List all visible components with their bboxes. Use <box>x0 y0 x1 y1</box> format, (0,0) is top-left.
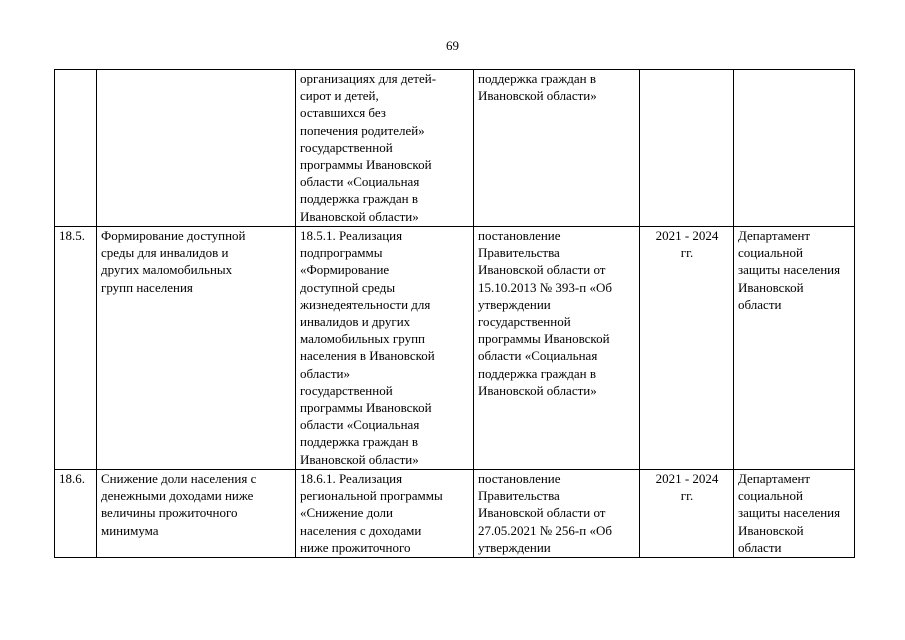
period-cell <box>640 70 734 227</box>
page-number: 69 <box>446 38 459 53</box>
table-row <box>55 227 855 470</box>
table-row <box>55 70 855 227</box>
task-cell: Формирование доступной среды для инвалидов и других маломобильных групп населения <box>97 227 296 470</box>
executor-cell: Департамент социальной защиты населения Ивановской области <box>734 470 855 558</box>
measure-cell: 18.5.1. Реализация подпрограммы «Формирование доступной среды жизнедеятельности для инвалидов и других маломобильных групп населения в Ивановской области» государственной программы Ивановской области «Социальная поддержка граждан в Ивановской области» <box>296 227 474 470</box>
measure-cell: организациях для детей- сирот и детей, оставшихся без попечения родителей» государственной программы Ивановской области «Социальная поддержка граждан в Ивановской области» <box>296 70 474 227</box>
table-row <box>55 470 855 558</box>
task-cell <box>97 70 296 227</box>
basis-cell: постановление Правительства Ивановской области от 27.05.2021 № 256-п «Об утверждении <box>474 470 640 558</box>
row-number-cell <box>55 70 97 227</box>
measure-cell: 18.6.1. Реализация региональной программы «Снижение доли населения с доходами ниже прожиточного <box>296 470 474 558</box>
row-number-cell: 18.5. <box>55 227 97 470</box>
measures-table <box>54 69 855 558</box>
basis-cell: поддержка граждан в Ивановской области» <box>474 70 640 227</box>
executor-cell: Департамент социальной защиты населения Ивановской области <box>734 227 855 470</box>
period-cell: 2021 - 2024 гг. <box>640 227 734 470</box>
executor-cell <box>734 70 855 227</box>
row-number-cell: 18.6. <box>55 470 97 558</box>
period-cell: 2021 - 2024 гг. <box>640 470 734 558</box>
task-cell: Снижение доли населения с денежными доходами ниже величины прожиточного минимума <box>97 470 296 558</box>
basis-cell: постановление Правительства Ивановской области от 15.10.2013 № 393-п «Об утверждении государственной программы Ивановской области «Социальная поддержка граждан в Ивановской области» <box>474 227 640 470</box>
